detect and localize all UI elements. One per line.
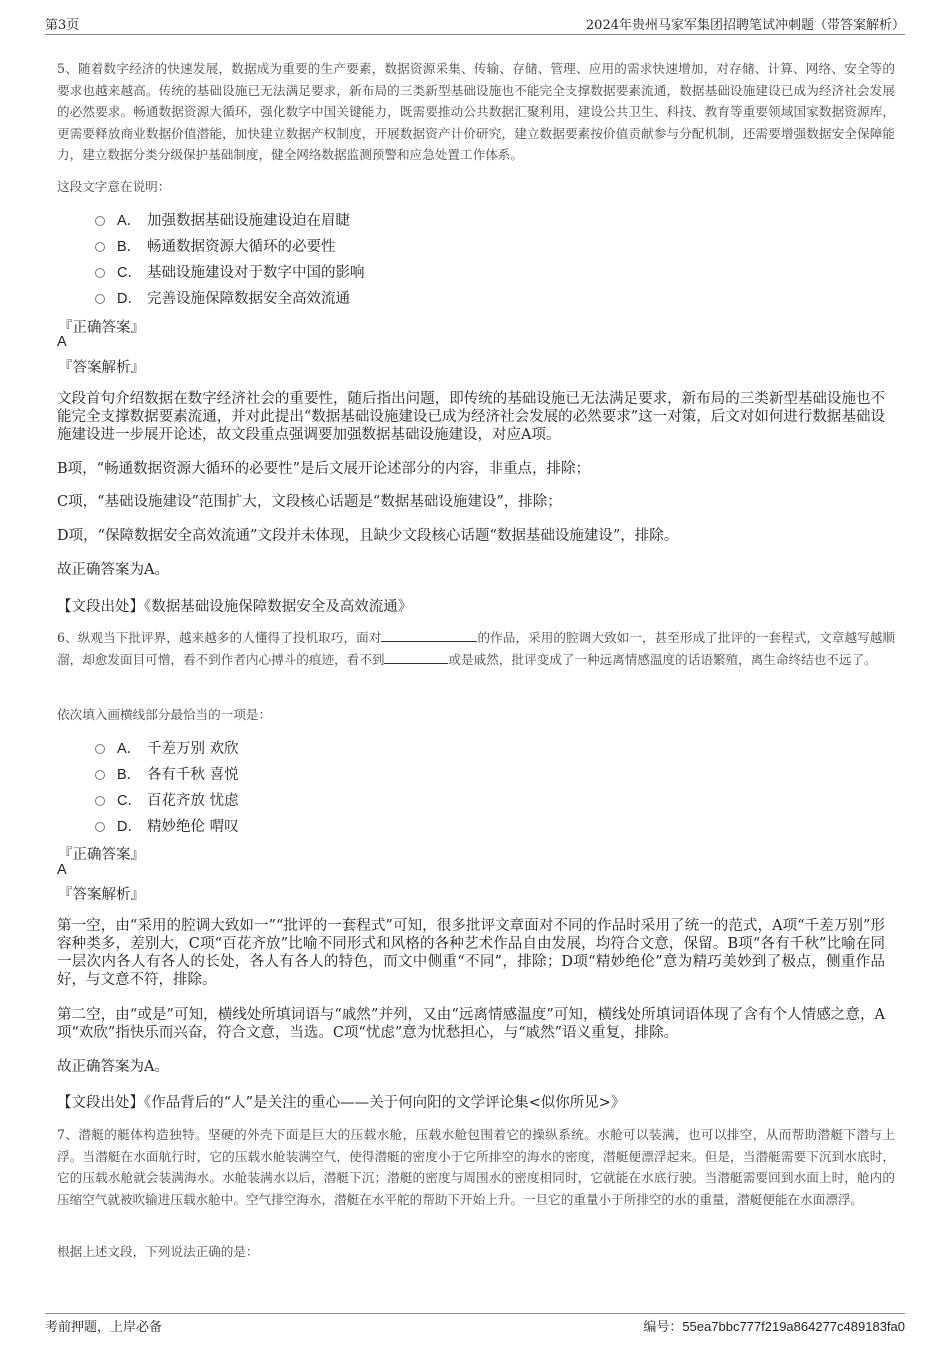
- q6-analysis-para: 第二空，由“或是”可知，横线处所填词语与“戚然”并列，又由“远离情感温度”可知，横线处所填词语体现了含有个人情感之意，A项“欢欣”指快乐而兴奋，符合文意，当选。C项“忧虑”意为忧愁担心，与“戚然”语义重复，排除。: [57, 1007, 885, 1041]
- q5-conclusion: 故正确答案为A。: [57, 562, 169, 578]
- footer-code: 编号：55ea7bbc777f219a864277c489183fa0: [643, 1319, 905, 1335]
- q5-analysis-para: D项，“保障数据安全高效流通”文段并未体现，且缺少文段核心话题“数据基础设施建设”，排除。: [57, 528, 679, 544]
- q6-option-c[interactable]: C． 百花齐放 忧虑: [95, 786, 239, 812]
- radio-icon[interactable]: [95, 216, 105, 226]
- blank-line: [384, 651, 448, 664]
- q6-answer: A: [57, 862, 67, 878]
- radio-icon[interactable]: [95, 744, 105, 754]
- q5-option-a[interactable]: A． 加强数据基础设施建设迫在眉睫: [95, 206, 365, 232]
- q6-option-b[interactable]: B． 各有千秋 喜悦: [95, 760, 239, 786]
- q5-options: [95, 206, 365, 310]
- q6-options: [95, 734, 239, 838]
- page-header: [45, 14, 905, 35]
- q5-answer: A: [57, 334, 67, 350]
- q6-answer-label: 『正确答案』: [58, 847, 145, 863]
- q5-analysis-label: 『答案解析』: [58, 360, 145, 376]
- q5-analysis-para: C项，“基础设施建设”范围扩大，文段核心话题是“数据基础设施建设”，排除；: [57, 494, 562, 510]
- q5-option-d[interactable]: D． 完善设施保障数据安全高效流通: [95, 284, 365, 310]
- q5-analysis-para: B项，“畅通数据资源大循环的必要性”是后文展开论述部分的内容，非重点，排除；: [57, 461, 590, 477]
- footer-slogan: 考前押题，上岸必备: [45, 1320, 163, 1335]
- radio-icon[interactable]: [95, 822, 105, 832]
- radio-icon[interactable]: [95, 242, 105, 252]
- q6-option-a[interactable]: A． 千差万别 欢欣: [95, 734, 239, 760]
- q6-analysis-label: 『答案解析』: [58, 887, 145, 903]
- q5-analysis-para: 文段首句介绍数据在数字经济社会的重要性，随后指出问题，即传统的基础设施已无法满足要求，新布局的三类新型基础设施也不能完全支撑数据要素流通，并对此提出“数据基础设施建设已成为经济社会发展的必然要求”这一对策，后文对如何进行数据基础设施建设进一步展开论述，故文段重点强调要加强数据基础设施建设，对应A项。: [57, 391, 885, 443]
- q5-option-c[interactable]: C． 基础设施建设对于数字中国的影响: [95, 258, 365, 284]
- q6-source: 【文段出处】《作品背后的“人”是关注的重心——关于何向阳的文学评论集<似你所见>》: [57, 1095, 626, 1111]
- q6-conclusion: 故正确答案为A。: [57, 1059, 169, 1075]
- q5-source: 【文段出处】《数据基础设施保障数据安全及高效流通》: [57, 599, 413, 615]
- q5-option-b[interactable]: B． 畅通数据资源大循环的必要性: [95, 232, 365, 258]
- q6-stem: 6、纵观当下批评界，越来越多的人懂得了投机取巧，面对 的作品，采用的腔调大致如一，甚至形成了批评的一套程式，文章越写越顺溜，却愈发面目可憎，看不到作者内心搏斗的痕迹，看不到 或是戚然，批评变成了一种远离情感温度的话语繁殖，离生命终结也不远了。: [57, 630, 895, 667]
- radio-icon[interactable]: [95, 770, 105, 780]
- q5-stem: 5、随着数字经济的快速发展，数据成为重要的生产要素，数据资源采集、传输、存储、管理、应用的需求快速增加，对存储、计算、网络、安全等的要求也越来越高。传统的基础设施已无法满足要求，新布局的三类新型基础设施也不能完全支撑数据要素流通，数据基础设施建设已成为经济社会发展的必然要求。畅通数据资源大循环，强化数字中国关键能力，既需要推动公共数据汇聚利用，建设公共卫生、科技、教育等重要领域国家数据资源库，更需要释放商业数据价值潜能，加快建立数据产权制度，开展数据资产计价研究，建立数据要素按价值贡献参与分配机制，还需要增强数据安全保障能力，建立数据分类分级保护基础制度，健全网络数据监测预警和应急处置工作体系。: [57, 61, 895, 162]
- q5-answer-label: 『正确答案』: [58, 320, 145, 336]
- q6-prompt: 依次填入画横线部分最恰当的一项是：: [57, 707, 272, 722]
- page-footer: [45, 1313, 905, 1336]
- document-title: 2024年贵州马家军集团招聘笔试冲刺题（带答案解析）: [585, 18, 905, 33]
- q6-option-d[interactable]: D． 精妙绝伦 喟叹: [95, 812, 239, 838]
- q5-prompt: 这段文字意在说明：: [57, 179, 171, 194]
- q7-prompt: 根据上述文段，下列说法正确的是：: [57, 1244, 259, 1259]
- radio-icon[interactable]: [95, 268, 105, 278]
- q6-analysis-para: 第一空，由“采用的腔调大致如一”“批评的一套程式”可知，很多批评文章面对不同的作品时采用了统一的范式，A项“千差万别”形容种类多，差别大，C项“百花齐放”比喻不同形式和风格的各种艺术作品自由发展，均符合文意，保留。B项“各有千秋”比喻在同一层次内各人有各人的长处，各人有各人的特色，而文中侧重“不同”，排除；D项“精妙绝伦”意为精巧美妙到了极点，侧重作品好，与文意不符，排除。: [57, 918, 885, 988]
- blank-line: [381, 629, 477, 642]
- page-number: 第3页: [45, 18, 80, 33]
- radio-icon[interactable]: [95, 294, 105, 304]
- q7-stem: 7、潜艇的艇体构造独特。坚硬的外壳下面是巨大的压载水舱，压载水舱包围着它的操纵系统。水舱可以装满，也可以排空，从而帮助潜艇下潜与上浮。当潜艇在水面航行时，它的压载水舱装满空气，使得潜艇的密度小于它所排空的海水的密度，潜艇便漂浮起来。但是，当潜艇需要下沉到水底时，它的压载水舱就会装满海水。水舱装满水以后，潜艇下沉；潜艇的密度与周围水的密度相同时，它就能在水底行驶。当潜艇需要回到水面上时，舱内的压缩空气就被吹输进压载水舱中。空气排空海水，潜艇在水平舵的帮助下开始上升。一旦它的重量小于所排空的水的重量，潜艇便能在水面漂浮。: [57, 1127, 895, 1207]
- radio-icon[interactable]: [95, 796, 105, 806]
